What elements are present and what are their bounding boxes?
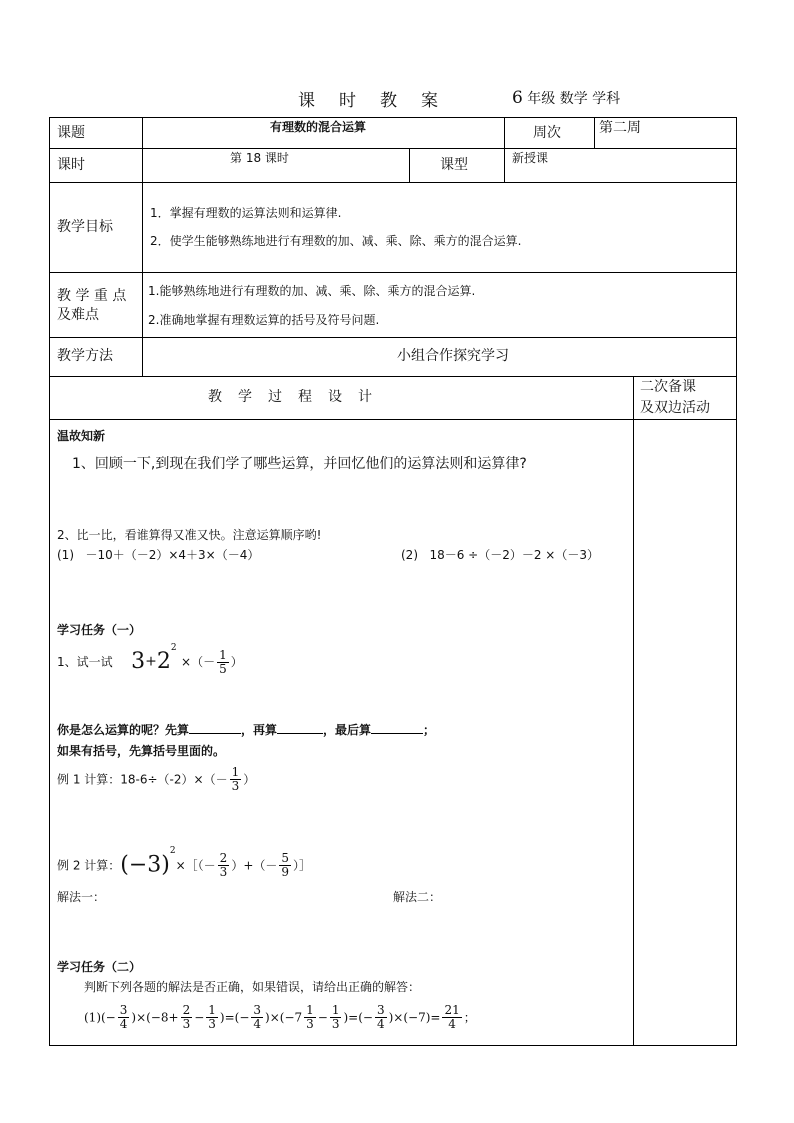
review-question-2: 2、比一比，看谁算得又准又快。注意运算顺序哟! <box>57 528 322 542</box>
example-2-mid: ×［（－ <box>175 858 216 873</box>
expression-2-label: (2) <box>401 548 418 562</box>
col-divider <box>504 118 505 148</box>
fraction: $\frac{3}{4}$ <box>119 1003 128 1031</box>
task2-equation: (1)(− $\frac{3}{4}$ )×(−8+ $\frac{2}{3}$ − $\frac{1}{3}$ )=(− $\frac{3}{4}$ )×(−7 $\frac{1}{3}$ − $\frac{1}{3}$ )=(− $\frac{3}{4}$ )×(−7)= $\frac{21}{4}$ ； <box>84 1003 476 1031</box>
goal-item: 1．掌握有理数的运算法则和运算律. <box>150 206 342 220</box>
goal-label: 教学目标 <box>57 219 113 235</box>
period-value: 第 18 课时 <box>230 151 289 165</box>
example-2-label: 例 2 计算： <box>57 858 121 873</box>
fraction: $\frac{1}{3}$ <box>208 1003 216 1031</box>
row-divider <box>50 337 736 338</box>
col-divider <box>633 376 634 1046</box>
example-2-exponent: 2 <box>169 846 176 856</box>
process-header: 教 学 过 程 设 计 <box>208 389 373 405</box>
try-base1: 3 <box>131 648 146 674</box>
answer-blank[interactable] <box>189 733 241 734</box>
grade-number: 6 <box>512 88 523 108</box>
expression-1-label: (1) <box>57 548 74 562</box>
side-column-line1: 二次备课 <box>640 379 696 395</box>
period-label: 课时 <box>57 157 85 173</box>
review-heading: 温故知新 <box>57 429 106 443</box>
lesson-plan-table <box>49 117 737 1046</box>
title-char: 时 <box>339 91 356 111</box>
key-item: 1.能够熟练地进行有理数的加、减、乘、除、乘方的混合运算. <box>148 284 476 298</box>
expression-2 <box>401 548 599 562</box>
answer-blank[interactable] <box>277 733 323 734</box>
expression-1 <box>57 548 259 562</box>
topic-value: 有理数的混合运算 <box>270 120 367 134</box>
example-1-fraction: $\frac{1}{3}$ <box>231 765 240 793</box>
example-2-fraction-1: $\frac{2}{3}$ <box>219 851 228 879</box>
example-2-base: (−3) <box>120 852 170 878</box>
example-1-label: 例 1 计算： <box>57 772 121 787</box>
fraction: $\frac{1}{3}$ <box>331 1003 340 1031</box>
try-plus: + <box>145 653 157 670</box>
row-divider <box>50 182 736 183</box>
col-divider <box>504 148 505 182</box>
example-2-close: ）］ <box>293 858 312 873</box>
answer-blank[interactable] <box>371 733 423 734</box>
fraction: $\frac{3}{4}$ <box>253 1003 262 1031</box>
expression-2-body: 18－6 ÷（－2）－2 ×（－3） <box>429 548 600 562</box>
review-question-1: 1、回顾一下,到现在我们学了哪些运算，并回忆他们的运算法则和运算律? <box>72 456 527 472</box>
fraction: $\frac{21}{4}$ <box>444 1003 460 1031</box>
try-exponent: 2 <box>170 643 177 653</box>
page-title <box>298 86 462 111</box>
grade-subject <box>512 88 620 108</box>
week-label: 周次 <box>533 125 561 141</box>
order-question: 你是怎么运算的呢？先算 ，再算 ，最后算 ； <box>57 723 436 737</box>
row-divider <box>50 148 736 149</box>
example-1-expr: 18-6÷（-2）×（－ <box>120 772 228 787</box>
solution-2-label: 解法二： <box>393 890 442 904</box>
method-value: 小组合作探究学习 <box>397 348 509 364</box>
example-2-fraction-2: $\frac{5}{9}$ <box>281 851 290 879</box>
row-divider <box>50 272 736 273</box>
key-label-line2: 及难点 <box>57 307 99 323</box>
method-label: 教学方法 <box>57 348 113 364</box>
bracket-rule: 如果有括号，先算括号里面的。 <box>57 744 226 758</box>
try-times: ×（－ <box>181 654 216 669</box>
example-2 <box>57 846 311 879</box>
example-1-close: ） <box>243 772 256 787</box>
task2-heading: 学习任务（二） <box>57 960 142 974</box>
task1-heading: 学习任务（一） <box>57 623 142 637</box>
key-label-line1: 教 学 重 点 <box>57 288 127 304</box>
task2-description: 判断下列各题的解法是否正确，如果错误，请给出正确的解答： <box>84 980 421 994</box>
side-column-line2: 及双边活动 <box>640 400 710 416</box>
fraction: $\frac{3}{4}$ <box>376 1003 385 1031</box>
grade-text: 年级 数学 学科 <box>527 91 621 107</box>
try-it <box>57 643 243 676</box>
try-fraction: $\frac{1}{5}$ <box>219 647 227 676</box>
topic-label: 课题 <box>57 125 85 141</box>
week-value: 第二周 <box>599 120 641 136</box>
col-divider <box>594 118 595 148</box>
fraction: $\frac{1}{3}$ <box>306 1003 314 1031</box>
title-char: 案 <box>421 91 438 111</box>
type-value: 新授课 <box>512 151 549 165</box>
col-divider <box>142 118 143 376</box>
try-label: 1、试一试 <box>57 654 113 669</box>
solution-1-label: 解法一： <box>57 890 106 904</box>
key-item: 2.准确地掌握有理数运算的括号及符号问题. <box>148 313 380 327</box>
col-divider <box>409 148 410 182</box>
title-char: 教 <box>380 91 397 111</box>
goal-item: 2．使学生能够熟练地进行有理数的加、减、乘、除、乘方的混合运算. <box>150 234 522 248</box>
fraction: $\frac{2}{3}$ <box>182 1003 191 1031</box>
type-label: 课型 <box>440 157 468 173</box>
example-1 <box>57 766 255 793</box>
title-char: 课 <box>298 91 315 111</box>
expression-1-body: －10＋（－2）×4＋3×（－4） <box>85 548 260 562</box>
example-2-plus: ）+（－ <box>231 858 278 873</box>
try-close: ） <box>230 654 243 669</box>
try-base2: 2 <box>156 648 171 674</box>
